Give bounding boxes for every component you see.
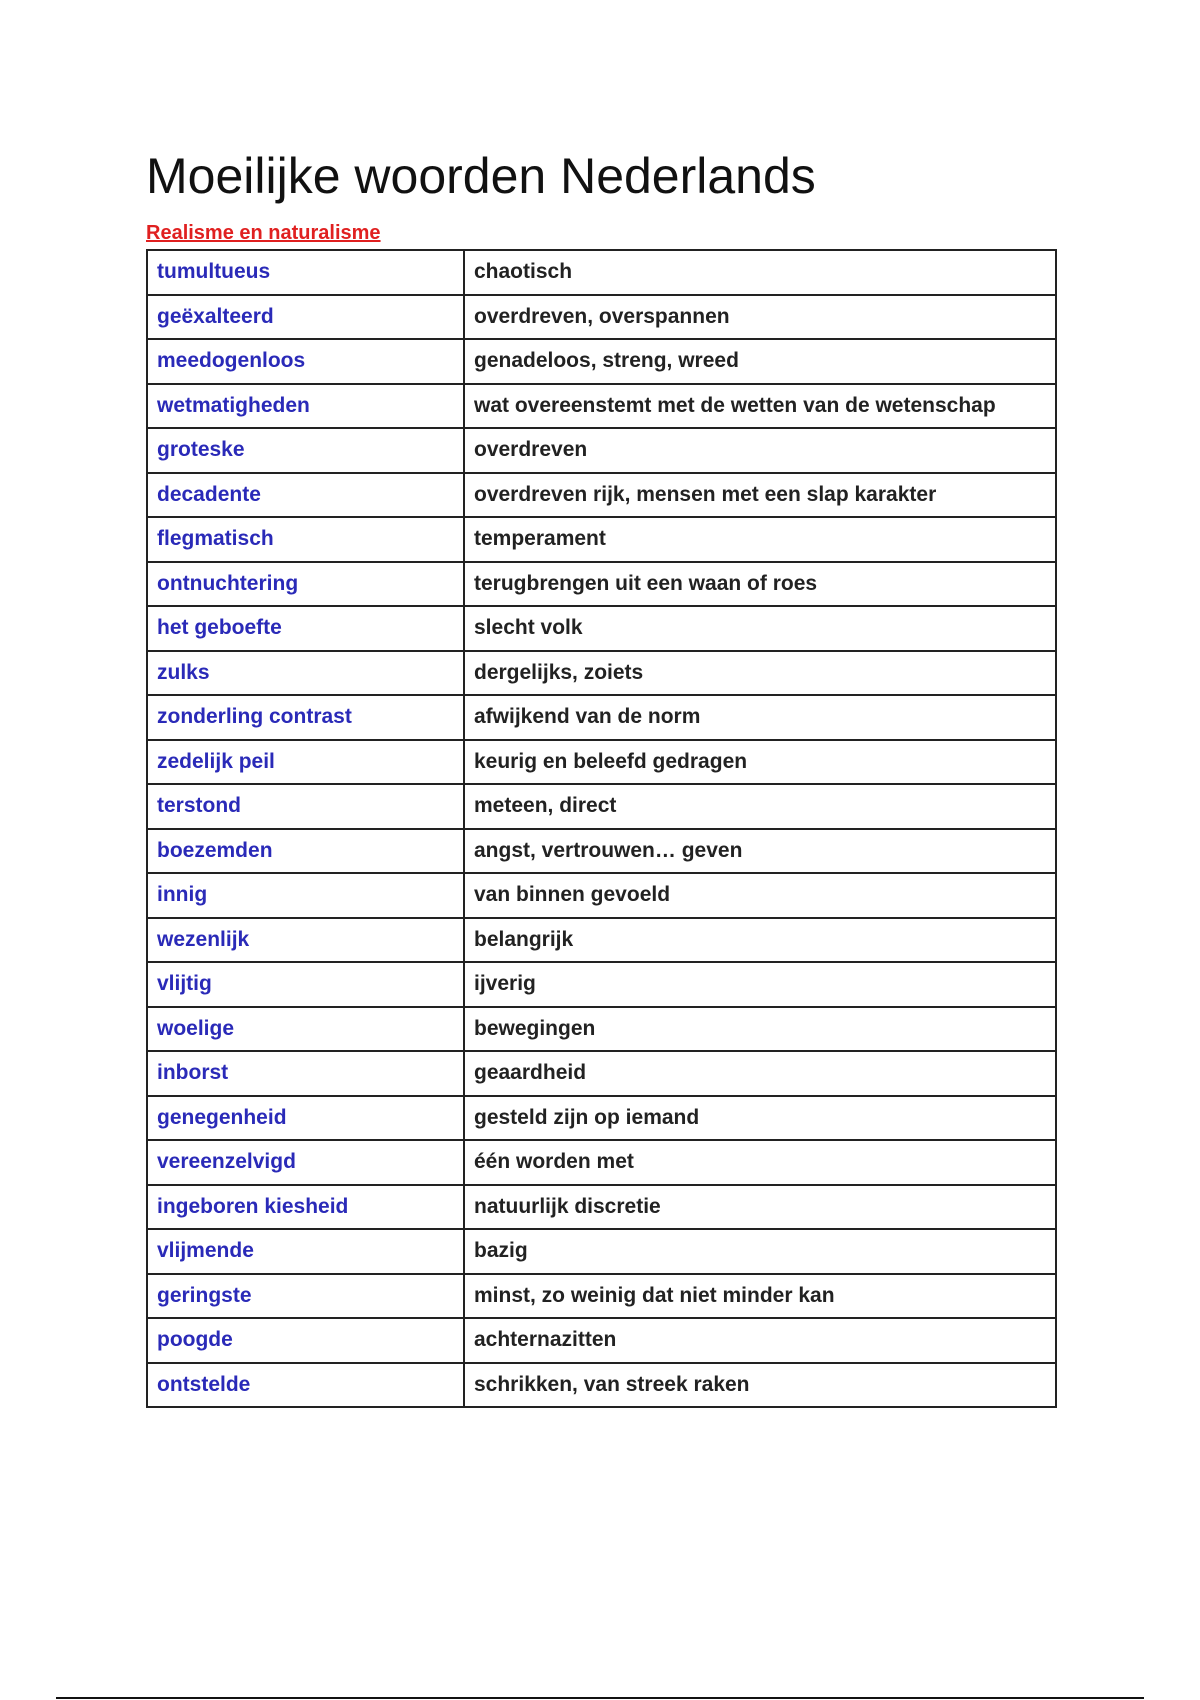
definition-cell: minst, zo weinig dat niet minder kan xyxy=(464,1274,1056,1319)
definition-cell: overdreven rijk, mensen met een slap karakter xyxy=(464,473,1056,518)
vocabulary-table xyxy=(146,249,1057,1408)
definition-cell: slecht volk xyxy=(464,606,1056,651)
table-row xyxy=(147,1140,1056,1185)
definition-cell: dergelijks, zoiets xyxy=(464,651,1056,696)
definition-cell: één worden met xyxy=(464,1140,1056,1185)
term-cell: meedogenloos xyxy=(147,339,464,384)
definition-cell: wat overeenstemt met de wetten van de wetenschap xyxy=(464,384,1056,429)
definition-cell: chaotisch xyxy=(464,250,1056,295)
table-row xyxy=(147,1096,1056,1141)
definition-cell: belangrijk xyxy=(464,918,1056,963)
table-row xyxy=(147,1051,1056,1096)
term-cell: flegmatisch xyxy=(147,517,464,562)
term-cell: wezenlijk xyxy=(147,918,464,963)
term-cell: wetmatigheden xyxy=(147,384,464,429)
vocabulary-table-body xyxy=(147,250,1056,1407)
table-row xyxy=(147,428,1056,473)
term-cell: vereenzelvigd xyxy=(147,1140,464,1185)
table-row xyxy=(147,250,1056,295)
term-cell: genegenheid xyxy=(147,1096,464,1141)
term-cell: ontstelde xyxy=(147,1363,464,1408)
table-row xyxy=(147,740,1056,785)
term-cell: geëxalteerd xyxy=(147,295,464,340)
term-cell: ontnuchtering xyxy=(147,562,464,607)
definition-cell: natuurlijk discretie xyxy=(464,1185,1056,1230)
definition-cell: van binnen gevoeld xyxy=(464,873,1056,918)
table-row xyxy=(147,784,1056,829)
term-cell: inborst xyxy=(147,1051,464,1096)
term-cell: vlijtig xyxy=(147,962,464,1007)
definition-cell: overdreven xyxy=(464,428,1056,473)
term-cell: zedelijk peil xyxy=(147,740,464,785)
term-cell: boezemden xyxy=(147,829,464,874)
definition-cell: overdreven, overspannen xyxy=(464,295,1056,340)
table-row xyxy=(147,1007,1056,1052)
table-row xyxy=(147,695,1056,740)
table-row xyxy=(147,1318,1056,1363)
table-row xyxy=(147,651,1056,696)
table-row xyxy=(147,962,1056,1007)
table-row xyxy=(147,1185,1056,1230)
definition-cell: ijverig xyxy=(464,962,1056,1007)
table-row xyxy=(147,473,1056,518)
definition-cell: terugbrengen uit een waan of roes xyxy=(464,562,1056,607)
section-heading: Realisme en naturalisme xyxy=(146,222,381,244)
term-cell: woelige xyxy=(147,1007,464,1052)
definition-cell: schrikken, van streek raken xyxy=(464,1363,1056,1408)
term-cell: poogde xyxy=(147,1318,464,1363)
table-row xyxy=(147,1274,1056,1319)
table-row xyxy=(147,918,1056,963)
definition-cell: keurig en beleefd gedragen xyxy=(464,740,1056,785)
definition-cell: genadeloos, streng, wreed xyxy=(464,339,1056,384)
page-title: Moeilijke woorden Nederlands xyxy=(146,148,816,204)
table-row xyxy=(147,562,1056,607)
definition-cell: temperament xyxy=(464,517,1056,562)
table-row xyxy=(147,606,1056,651)
definition-cell: gesteld zijn op iemand xyxy=(464,1096,1056,1141)
definition-cell: geaardheid xyxy=(464,1051,1056,1096)
definition-cell: bewegingen xyxy=(464,1007,1056,1052)
definition-cell: bazig xyxy=(464,1229,1056,1274)
definition-cell: achternazitten xyxy=(464,1318,1056,1363)
term-cell: innig xyxy=(147,873,464,918)
term-cell: zonderling contrast xyxy=(147,695,464,740)
term-cell: terstond xyxy=(147,784,464,829)
definition-cell: angst, vertrouwen… geven xyxy=(464,829,1056,874)
table-row xyxy=(147,384,1056,429)
term-cell: tumultueus xyxy=(147,250,464,295)
term-cell: het geboefte xyxy=(147,606,464,651)
table-row xyxy=(147,339,1056,384)
table-row xyxy=(147,829,1056,874)
table-row xyxy=(147,873,1056,918)
table-row xyxy=(147,1363,1056,1408)
table-row xyxy=(147,295,1056,340)
term-cell: zulks xyxy=(147,651,464,696)
term-cell: groteske xyxy=(147,428,464,473)
term-cell: ingeboren kiesheid xyxy=(147,1185,464,1230)
footer-divider xyxy=(56,1697,1144,1699)
table-row xyxy=(147,1229,1056,1274)
term-cell: vlijmende xyxy=(147,1229,464,1274)
term-cell: geringste xyxy=(147,1274,464,1319)
term-cell: decadente xyxy=(147,473,464,518)
definition-cell: meteen, direct xyxy=(464,784,1056,829)
definition-cell: afwijkend van de norm xyxy=(464,695,1056,740)
table-row xyxy=(147,517,1056,562)
